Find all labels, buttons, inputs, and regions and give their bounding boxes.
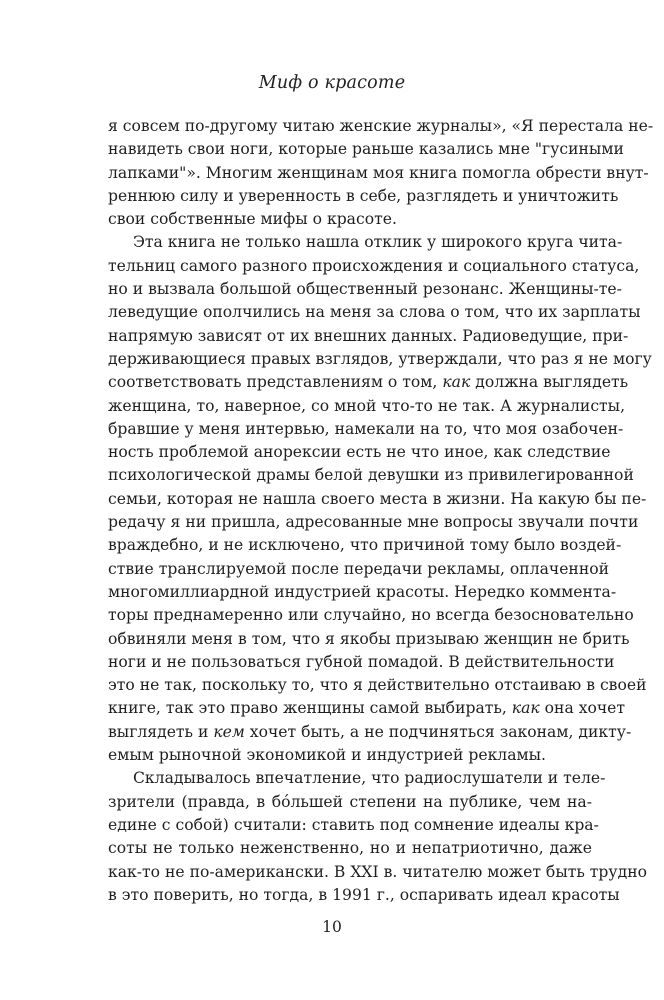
text-line: обвиняли меня в том, что я якобы призываю женщин не брить [108,629,630,648]
paragraph-2 [108,231,652,767]
text-segment: соответствовать представлениям о том, [108,373,443,392]
page-number: 10 [322,918,342,936]
text-line: реннюю силу и уверенность в себе, разглядеть и уничтожить [108,186,619,205]
text-line: многомиллиардной индустрией красоты. Нередко коммента- [108,582,617,601]
text-line: лапками"». Многим женщинам моя книга помогла обрести внут- [108,163,649,182]
text-line: едине с собой) считали: ставить под сомнение идеалы кра- [108,815,599,834]
body-text [108,115,654,907]
text-line: держивающиеся правых взглядов, утверждали, что раз я не могу [108,349,652,368]
text-line: ность проблемой анорексии есть не что иное, как следствие [108,443,611,462]
text-segment: книге, так это право женщины самой выбирать, [108,699,512,718]
text-line: семьи, которая не нашла своего места в жизни. На какую бы пе- [108,489,647,508]
text-line: но и вызвала большой общественный резонанс. Женщины-те- [108,280,622,299]
text-line: Эта книга не только нашла отклик у широкого круга чита- [133,233,623,252]
text-line: торы преднамеренно или случайно, но всегда безосновательно [108,606,634,625]
text-line: соты не только неженственно, но и непатриотично, даже [108,839,592,858]
text-segment: она хочет [539,699,626,718]
paragraph-3 [108,767,647,907]
text-line: психологической драмы белой девушки из привилегированной [108,466,634,485]
text-line: свои собственные мифы о красоте. [108,210,397,229]
text-line: это не так, поскольку то, что я действительно отстаиваю в своей [108,676,647,695]
text-line: навидеть свои ноги, которые раньше казались мне "гусиными [108,140,624,159]
emphasis-text: кем [213,722,245,741]
text-line [108,721,632,744]
text-line: емым рыночной экономикой и индустрией рекламы. [108,746,547,765]
running-head: Миф о красоте [258,73,406,93]
text-line: ноги и не пользоваться губной помадой. В действительности [108,652,615,671]
text-line: женщина, то, наверное, со мной что-то не так. А журналисты, [108,396,626,415]
text-line [108,371,629,394]
emphasis-text: как [511,699,540,718]
paragraph-1 [108,115,654,231]
text-line [108,697,626,720]
text-segment: должна выглядеть [470,373,629,392]
text-line: напрямую зависят от их внешних данных. Радиоведущие, при- [108,326,629,345]
text-line: ствие транслируемой после передачи рекламы, оплаченной [108,559,610,578]
text-line: я совсем по-другому читаю женские журналы», «Я перестала не- [108,117,654,135]
text-segment: хочет быть, а не подчиняться законам, дикту- [244,722,632,741]
text-line: враждебно, и не исключено, что причиной тому было воздей- [108,536,622,555]
text-segment: выглядеть и [108,722,214,741]
text-line: Складывалось впечатление, что радиослушатели и теле- [133,769,606,788]
emphasis-text: как [442,373,471,392]
text-line: бравшие у меня интервью, намекали на то, что моя озабочен- [108,419,624,438]
text-line: зрители (правда, в бóльшей степени на публике, чем на- [108,792,592,811]
text-line: леведущие ополчились на меня за слова о том, что их зарплаты [108,303,641,322]
text-line: редачу я ни пришла, адресованные мне вопросы звучали почти [108,513,639,532]
text-line: тельниц самого разного происхождения и социального статуса, [108,256,640,275]
text-line: как-то не по-американски. В XXI в. читателю может быть трудно [108,862,647,881]
text-line: в это поверить, но тогда, в 1991 г., оспаривать идеал красоты [108,885,620,904]
